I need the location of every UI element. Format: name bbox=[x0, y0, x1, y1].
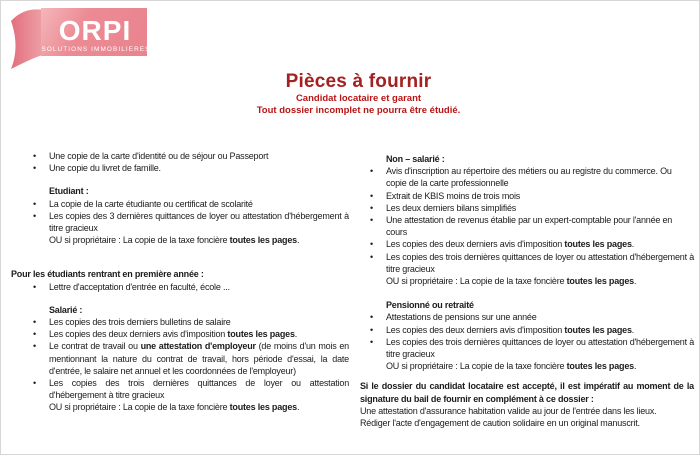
bullet-text bbox=[49, 210, 349, 234]
bullet-text bbox=[49, 340, 349, 377]
bullet-text bbox=[49, 198, 349, 210]
text-segment: OU si propriétaire : La copie de la taxe foncière bbox=[49, 235, 230, 246]
bullet-icon: • bbox=[33, 198, 36, 209]
bullet-item bbox=[11, 316, 349, 328]
emphasized-text: une attestation d'employeur bbox=[140, 341, 256, 352]
bullet-item bbox=[356, 238, 694, 250]
section-heading bbox=[11, 304, 349, 316]
bullet-item bbox=[11, 198, 349, 210]
bullet-icon: • bbox=[33, 163, 36, 174]
bullet-item bbox=[356, 190, 694, 202]
text-segment: . bbox=[633, 361, 637, 372]
note-line bbox=[11, 401, 349, 413]
bullet-text bbox=[386, 336, 694, 360]
text-segment: . bbox=[296, 235, 300, 246]
text-segment: OU si propriétaire : La copie de la taxe foncière bbox=[49, 402, 230, 413]
page-header bbox=[16, 71, 700, 117]
text-segment: Non – salarié : bbox=[386, 154, 445, 164]
bullet-text bbox=[49, 316, 349, 328]
bullet-item bbox=[356, 202, 694, 214]
logo-brand-text: ORPI bbox=[58, 15, 132, 46]
bullet-icon: • bbox=[33, 341, 36, 352]
logo-ribbon bbox=[11, 9, 45, 69]
bullet-item bbox=[11, 150, 349, 162]
bullet-item bbox=[11, 340, 349, 377]
right-column bbox=[356, 153, 694, 429]
spacer bbox=[356, 287, 694, 299]
text-segment: Les deux derniers bilans simplifiés bbox=[386, 202, 517, 213]
emphasized-text: toutes les pages bbox=[229, 235, 297, 246]
text-segment: Les copies des trois derniers bulletins de salaire bbox=[49, 317, 231, 328]
text-segment: La copie de la carte étudiante ou certificat de scolarité bbox=[49, 198, 253, 209]
bullet-icon: • bbox=[33, 281, 36, 292]
text-segment: Avis d'inscription au répertoire des métiers ou au registre du commerce. Ou copie de la carte professionnelle bbox=[386, 166, 672, 189]
section-heading bbox=[356, 299, 694, 311]
bullet-icon: • bbox=[370, 202, 373, 213]
spacer bbox=[356, 372, 694, 380]
text-segment: Pour les étudiants rentrant en première année : bbox=[11, 269, 204, 280]
bullet-text bbox=[49, 281, 349, 293]
bullet-icon: • bbox=[370, 166, 373, 177]
page-subtitle-audience: Candidat locataire et garant bbox=[295, 93, 422, 104]
text-segment: Les copies des trois dernières quittances de loyer ou attestation d'hébergement à titre gracieux bbox=[49, 378, 349, 401]
text-segment: Les copies des deux derniers avis d'imposition bbox=[49, 329, 228, 340]
note-line bbox=[356, 360, 694, 372]
bullet-item bbox=[11, 281, 349, 293]
bullet-icon: • bbox=[370, 190, 373, 201]
text-segment: . bbox=[296, 402, 300, 413]
bullet-text bbox=[49, 162, 349, 174]
text-segment: OU si propriétaire : La copie de la taxe foncière bbox=[386, 276, 567, 287]
section-heading bbox=[356, 153, 694, 165]
bullet-text bbox=[386, 202, 694, 214]
text-segment: Une copie du livret de famille. bbox=[49, 163, 161, 174]
bullet-icon: • bbox=[33, 378, 36, 389]
text-segment: . bbox=[294, 329, 298, 340]
text-segment: Salarié : bbox=[49, 304, 83, 315]
note-line bbox=[356, 405, 694, 417]
bullet-text bbox=[386, 311, 694, 323]
bullet-item bbox=[356, 324, 694, 336]
logo-tagline-text: SOLUTIONS IMMOBILIERES bbox=[41, 46, 149, 53]
bullet-icon: • bbox=[370, 324, 373, 335]
spacer bbox=[11, 246, 349, 268]
text-segment: Extrait de KBIS moins de trois mois bbox=[386, 190, 521, 201]
emphasized-text: toutes les pages bbox=[564, 239, 632, 250]
bullet-item bbox=[11, 162, 349, 174]
bullet-text bbox=[386, 190, 694, 202]
emphasized-text: toutes les pages bbox=[564, 324, 632, 335]
text-segment: . bbox=[631, 324, 635, 335]
text-segment: Les copies des deux derniers avis d'imposition bbox=[386, 324, 565, 335]
text-segment: . bbox=[631, 239, 635, 250]
text-segment: Les copies des deux derniers avis d'imposition bbox=[386, 239, 565, 250]
closing-paragraph bbox=[356, 380, 694, 404]
text-segment: OU si propriétaire : La copie de la taxe foncière bbox=[386, 361, 567, 372]
emphasized-text: toutes les pages bbox=[227, 329, 295, 340]
text-segment: Les copies des trois dernières quittances de loyer ou attestation d'hébergement à titre gracieux bbox=[386, 251, 694, 274]
note-line bbox=[11, 234, 349, 246]
text-segment: (de moins d'un mois en mentionnant la nature du contrat de travail, hors période d'essai, la date d'entrée, le salaire net annuel et les coordonnées de l'employeur) bbox=[49, 341, 349, 376]
bullet-icon: • bbox=[33, 329, 36, 340]
text-segment: Lettre d'acceptation d'entrée en faculté, école ... bbox=[49, 281, 230, 292]
note-line bbox=[356, 275, 694, 287]
text-segment: Rédiger l'acte d'engagement de caution solidaire en un original manuscrit. bbox=[360, 418, 640, 429]
emphasized-text: Si le dossier du candidat locataire est accepté, il est impératif au moment de la signature du bail de fournir en complément à ce dossier : bbox=[360, 381, 694, 404]
bullet-text bbox=[386, 238, 694, 250]
spacer bbox=[11, 293, 349, 304]
bullet-item bbox=[11, 377, 349, 401]
bullet-icon: • bbox=[370, 312, 373, 323]
text-segment: Les copies des trois dernières quittances de loyer ou attestation d'hébergement à titre gracieux bbox=[386, 336, 694, 360]
bullet-text bbox=[49, 328, 349, 340]
text-segment: Les copies des 3 dernières quittances de loyer ou attestation d'hébergement à titre gracieux bbox=[49, 210, 349, 234]
page-title: Pièces à fournir bbox=[285, 71, 432, 92]
bullet-icon: • bbox=[33, 317, 36, 328]
section-heading bbox=[11, 185, 349, 197]
bullet-text bbox=[386, 214, 694, 238]
bullet-icon: • bbox=[370, 215, 373, 226]
bullet-text bbox=[386, 165, 694, 189]
text-segment: Le contrat de travail ou bbox=[49, 341, 141, 352]
text-segment: Etudiant : bbox=[49, 186, 89, 197]
text-segment: Une copie de la carte d'identité ou de séjour ou Passeport bbox=[49, 151, 269, 161]
spacer bbox=[11, 174, 349, 185]
orpi-logo-graphic bbox=[9, 6, 149, 72]
bullet-icon: • bbox=[370, 336, 373, 347]
bullet-item bbox=[356, 311, 694, 323]
text-segment: Une attestation de revenus établie par un expert-comptable pour l'année en cours bbox=[386, 215, 673, 238]
bullet-item bbox=[11, 328, 349, 340]
bullet-icon: • bbox=[33, 151, 36, 161]
bullet-item bbox=[356, 165, 694, 189]
bullet-icon: • bbox=[370, 239, 373, 250]
note-line bbox=[356, 417, 694, 429]
section-heading bbox=[11, 268, 349, 280]
bullet-icon: • bbox=[370, 251, 373, 262]
text-segment: Attestations de pensions sur une année bbox=[386, 312, 537, 323]
bullet-icon: • bbox=[33, 210, 36, 221]
orpi-logo bbox=[9, 6, 149, 72]
bullet-text bbox=[49, 377, 349, 401]
page-subtitle-warning: Tout dossier incomplet ne pourra être étudié. bbox=[256, 105, 461, 116]
text-segment: . bbox=[633, 276, 637, 287]
bullet-text bbox=[386, 251, 694, 275]
bullet-text bbox=[49, 150, 349, 162]
bullet-item bbox=[356, 336, 694, 360]
bullet-text bbox=[386, 324, 694, 336]
bullet-item bbox=[356, 251, 694, 275]
bullet-item bbox=[356, 214, 694, 238]
text-segment: Une attestation d'assurance habitation valide au jour de l'entrée dans les lieux. bbox=[360, 405, 657, 416]
emphasized-text: toutes les pages bbox=[566, 361, 634, 372]
left-column bbox=[11, 150, 349, 414]
bullet-item bbox=[11, 210, 349, 234]
text-segment: Pensionné ou retraité bbox=[386, 300, 474, 311]
emphasized-text: toutes les pages bbox=[566, 276, 634, 287]
emphasized-text: toutes les pages bbox=[229, 402, 297, 413]
